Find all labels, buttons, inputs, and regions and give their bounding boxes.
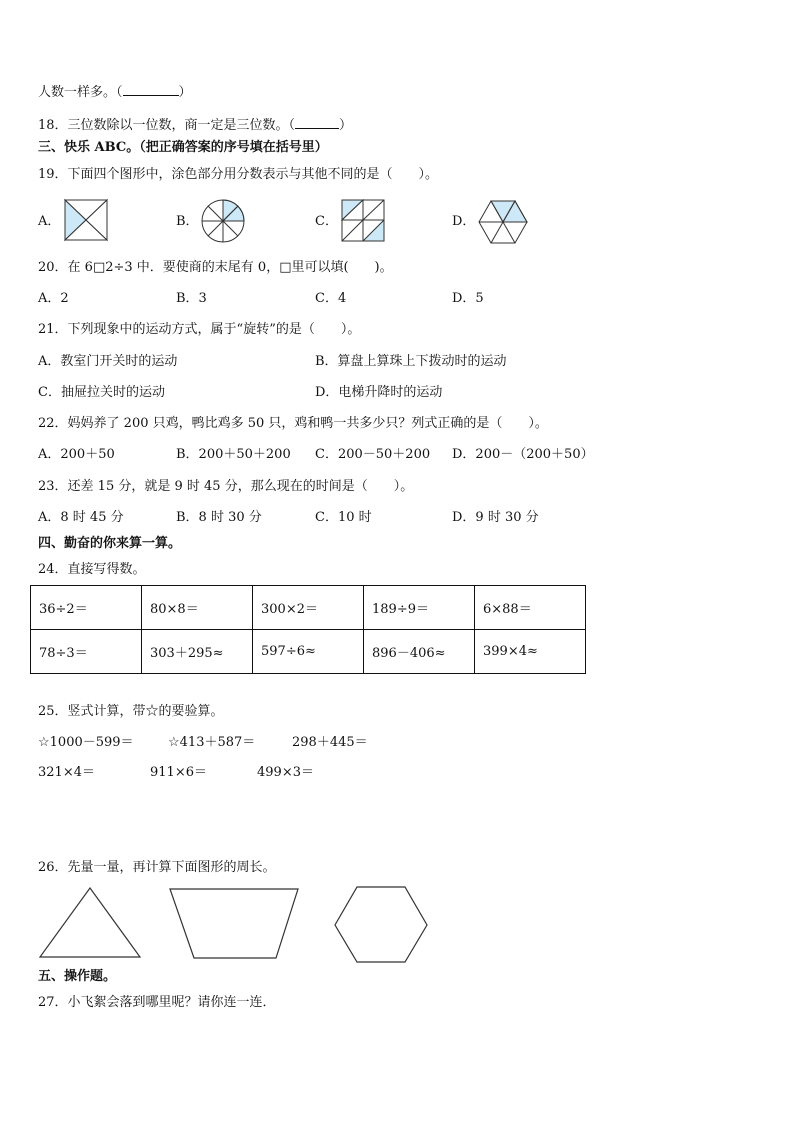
q19-option-b-label[interactable]: B． [176, 214, 199, 229]
section-4-title: 四、勤奋的你来算一算。 [38, 536, 182, 551]
question-25-stem: 25．竖式计算，带☆的要验算。 [38, 704, 224, 719]
q25-problem-2[interactable]: ☆413＋587＝ [168, 735, 256, 750]
table-cell[interactable]: 78÷3＝ [31, 630, 142, 674]
section-3-title: 三、快乐 ABC。（把正确答案的序号填在括号里） [38, 140, 328, 155]
q20-option-d[interactable]: D．5 [452, 291, 484, 306]
q21-option-a[interactable]: A．教室门开关时的运动 [38, 354, 178, 369]
answer-blank-17[interactable] [123, 81, 179, 96]
circle-eighths-figure [201, 199, 245, 243]
question-21-stem: 21．下列现象中的运动方式，属于“旋转”的是（ ）。 [38, 322, 361, 337]
square-diagonals-figure [64, 199, 108, 241]
q23-option-a[interactable]: A．8 时 45 分 [38, 510, 124, 525]
table-cell[interactable]: 399×4≈ [475, 630, 586, 674]
question-27-stem: 27．小飞絮会落到哪里呢？请你连一连． [38, 995, 276, 1010]
table-cell[interactable]: 80×8＝ [142, 586, 253, 630]
question-24-stem: 24．直接写得数。 [38, 562, 146, 577]
table-cell[interactable]: 36÷2＝ [31, 586, 142, 630]
table-cell[interactable]: 303＋295≈ [142, 630, 253, 674]
section-5-title: 五、操作题。 [38, 969, 117, 984]
q20-option-c[interactable]: C．4 [315, 291, 347, 306]
question-20-stem: 20．在 6□2÷3 中．要使商的末尾有 0，□里可以填( )。 [38, 260, 393, 275]
hexagon-sixths-figure [478, 200, 528, 244]
square-quarters-figure [341, 199, 385, 242]
q20-option-b[interactable]: B．3 [176, 291, 207, 306]
q25-problem-1[interactable]: ☆1000－599＝ [38, 735, 134, 750]
q25-problem-4[interactable]: 321×4＝ [38, 765, 95, 780]
table-cell[interactable]: 300×2＝ [253, 586, 364, 630]
q25-problem-6[interactable]: 499×3＝ [257, 765, 314, 780]
question-26-stem: 26．先量一量，再计算下面图形的周长。 [38, 860, 276, 875]
q22-option-b[interactable]: B．200＋50＋200 [176, 447, 291, 462]
q25-problem-3[interactable]: 298＋445＝ [292, 735, 368, 750]
question-17-continuation: 人数一样多。（ ） [38, 81, 192, 103]
question-18: 18．三位数除以一位数，商一定是三位数。（ ） [38, 114, 352, 136]
q19-option-d-label[interactable]: D． [452, 214, 476, 229]
q23-option-c[interactable]: C．10 时 [315, 510, 372, 525]
table-row [31, 630, 586, 674]
q21-option-b[interactable]: B．算盘上算珠上下拨动时的运动 [315, 354, 507, 369]
table-cell[interactable]: 6×88＝ [475, 586, 586, 630]
q22-option-c[interactable]: C．200－50＋200 [315, 447, 431, 462]
triangle-figure [38, 886, 142, 960]
q19-option-c-label[interactable]: C． [315, 214, 338, 229]
question-22-stem: 22．妈妈养了 200 只鸡，鸭比鸡多 50 只，鸡和鸭一共多少只？列式正确的是（ ）。 [38, 416, 548, 431]
question-19-stem: 19．下面四个图形中，涂色部分用分数表示与其他不同的是（ ）。 [38, 167, 439, 182]
hexagon-figure [333, 885, 429, 965]
q23-option-b[interactable]: B．8 时 30 分 [176, 510, 262, 525]
q25-problem-5[interactable]: 911×6＝ [150, 765, 207, 780]
q22-option-d[interactable]: D．200－（200＋50） [452, 447, 594, 462]
q21-option-d[interactable]: D．电梯升降时的运动 [315, 385, 443, 400]
mental-math-table [30, 585, 586, 674]
q20-option-a[interactable]: A．2 [38, 291, 69, 306]
table-cell[interactable]: 597÷6≈ [253, 630, 364, 674]
q22-option-a[interactable]: A．200＋50 [38, 447, 115, 462]
table-row [31, 586, 586, 630]
q21-option-c[interactable]: C．抽屉拉关时的运动 [38, 385, 165, 400]
q19-option-a-label[interactable]: A． [38, 214, 61, 229]
q23-option-d[interactable]: D．9 时 30 分 [452, 510, 539, 525]
trapezoid-figure [168, 887, 300, 961]
table-cell[interactable]: 896－406≈ [364, 630, 475, 674]
answer-blank-18[interactable] [295, 114, 339, 129]
table-cell[interactable]: 189÷9＝ [364, 586, 475, 630]
question-23-stem: 23．还差 15 分，就是 9 时 45 分，那么现在的时间是（ ）。 [38, 479, 414, 494]
